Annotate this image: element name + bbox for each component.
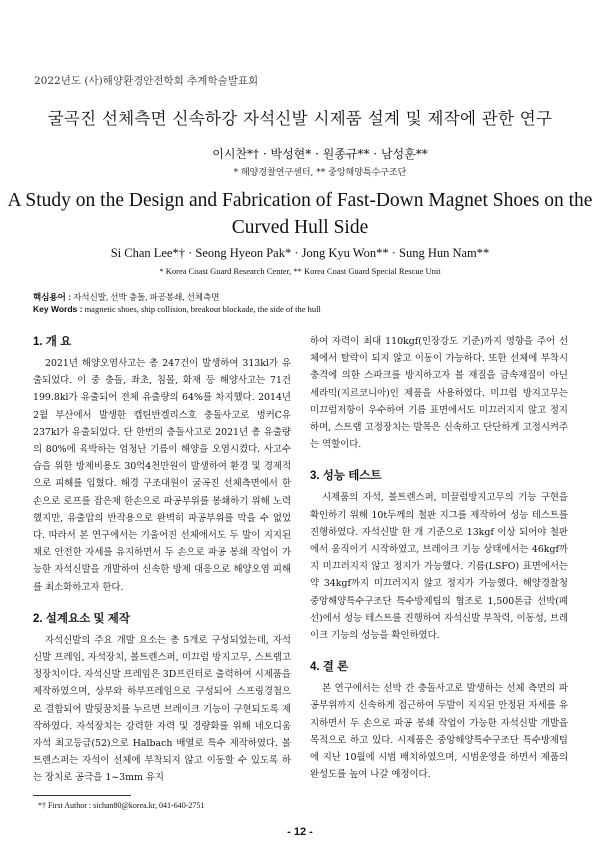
korean-keywords-label: 핵심용어 : [33,292,72,302]
english-title-line1: A Study on the Design and Fabrication of Fast-Down Magnet Shoes on the [7,190,593,211]
korean-authors: 이시찬*† · 박성현* · 원종규** · 남성훈** [212,147,428,161]
section-2-text: 자석신발의 주요 개발 요소는 총 5개로 구성되었는데, 자석신발 프레임, 자석장치, 볼트렌스퍼, 미끄럼 방지고무, 스트랩고정장치이다. 자석신발 프레임은 3D프린터로 출력하여 시제품을 제작하였으며, 상부와 하부프레임으로 구성되어 스프링경첩으로 결합되어 발뒷꿈치를 누르면 브레이크 기능이 구현되도록 제작하였다. 자석장치는 강력한 자력 및 경량화를 위해 네오디움 자석 최고등급(52)으로 Halbach 배열로 특수 제작하였다. 볼트렌스퍼는 자석이 선체에 부착되지 않고 이동할 수 있도록 하는 장치로 공극을 1~3mm 유지 [33,634,291,784]
right-column [310,333,568,783]
korean-keywords [33,291,219,303]
section-1-text: 2021년 해양오염사고는 총 247건이 발생하여 313kl가 유출되었다. 이 중 충돌, 좌초, 침몰, 화재 등 해양사고는 71건 199.8kl가 유출되어 전체 유출량의 64%를 차지했다. 2014년 2월 부산에서 발생한 캡틴반겔리스호 충돌사고로 벙커C유 237kl가 유출되었다. 단 한번의 충돌사고로 2021년 총 유출량의 80%에 육박하는 엄청난 기름이 해양을 오염시켰다. 사고수습을 위한 방제비용도 30억4천만원이 발생하여 환경 및 경제적으로 피해를 입혔다. 해경 구조대원이 굴곡진 선체측면에서 한손으로 로프를 잡은채 한손으로 파공부위를 봉쇄하기 위해 노력했지만, 유출압의 반작용으로 완벽히 파공부위를 막을 수 없었다. 따라서 본 연구에서는 기울어진 선체에서도 두 발이 지지된 채로 안전한 자세를 유지하면서 두 손으로 파공 봉쇄 작업이 가능한 자석신발을 개발하여 신속한 방제 대응으로 해양오염 피해를 최소화하고자 한다. [33,358,291,593]
english-authors: Si Chan Lee*† · Seong Hyeon Pak* · Jong Kyu Won** · Sung Hun Nam** [110,246,490,260]
page-number: - 12 - [287,826,313,838]
english-keywords-label: Key Words : [33,304,83,314]
section-4-text: 본 연구에서는 선박 간 충돌사고로 발생하는 선체 측면의 파공부위까지 신속하게 접근하여 두발이 지지된 안정된 자세를 유지하면서 두 손으로 파공 봉쇄 작업이 가능한 자석신발 개발을 목적으로 하고 있다. 시제품은 중앙해양특수구조단 특수방제팀에 지난 10월에 시범 배치하였으며, 시범운영을 하면서 제품의 완성도를 높여 나갈 예정이다. [310,683,568,781]
english-keywords [33,304,321,314]
english-title-line2: Curved Hull Side [231,217,369,238]
english-keywords-text: magnetic shoes, ship collision, breakout blockade, the side of the hull [84,304,321,314]
left-column [33,333,291,787]
footnote-divider [33,795,131,796]
english-title [0,187,600,241]
korean-affiliations: * 해양경찰연구센터, ** 중앙해양특수구조단 [233,168,407,178]
section-1-heading: 1. 개 요 [33,336,72,348]
korean-title: 굴곡진 선체측면 신속하강 자석신발 시제품 설계 및 제작에 관한 연구 [47,109,553,128]
section-2-continued: 하여 자력이 최대 110kgf(인장강도 기준)까지 영향을 주어 선체에서 탈락이 되지 않고 이동이 가능하다. 또한 선체에 부착시 충격에 의한 스파크를 방지하고자 볼 재질을 금속재질이 아닌 세라믹(지르코니아)인 제품을 사용하였다. 미끄럼 방지고무는 미끄럼저항이 우수하여 기름 표면에서도 미끄러지지 않고 정지하며, 스트랩 고정장치는 발목은 신속하고 단단하게 고정시켜주는 역할이다. [310,336,568,451]
footnote: *† First Author : sichan80@korea.kr, 041-640-2751 [38,801,205,810]
section-3-text: 시제품의 자석, 볼트렌스퍼, 미끌럼방지고무의 기능 구현을 확인하기 위해 10t두께의 철판 지그를 제작하여 성능 테스트를 진행하였다. 자석신발 한 개 기준으로 13kgf 이상 되어야 철판에서 움직이기 시작하였고, 브레이크 기능 상태에서는 46kgf까지 미끄러지지 않고 정지가 가능했다. 기름(LSFO) 표면에서는 약 34kgf까지 미끄러지지 않고 정지가 가능했다. 해양경찰청 중앙해양특수구조단 특수방제팀의 협조로 1,500톤급 선박(폐선)에서 성능 테스트를 진행하여 자석신발 부착력, 이동성, 브레이크 기능의 성능을 확인하였다. [310,492,568,642]
section-3-heading: 3. 성능 테스트 [310,470,382,483]
english-affiliations: * Korea Coast Guard Research Center, ** Korea Coast Guard Special Rescue Unit [159,266,441,276]
section-2-heading: 2. 설계요소 및 제작 [33,612,130,625]
section-4-heading: 4. 결 론 [310,661,349,674]
conference-header: 2022년도 (사)해양환경안전학회 추계학술발표회 [34,75,259,87]
korean-keywords-text: 자석신발, 선박 충돌, 파공봉쇄, 선체측면 [73,292,220,302]
